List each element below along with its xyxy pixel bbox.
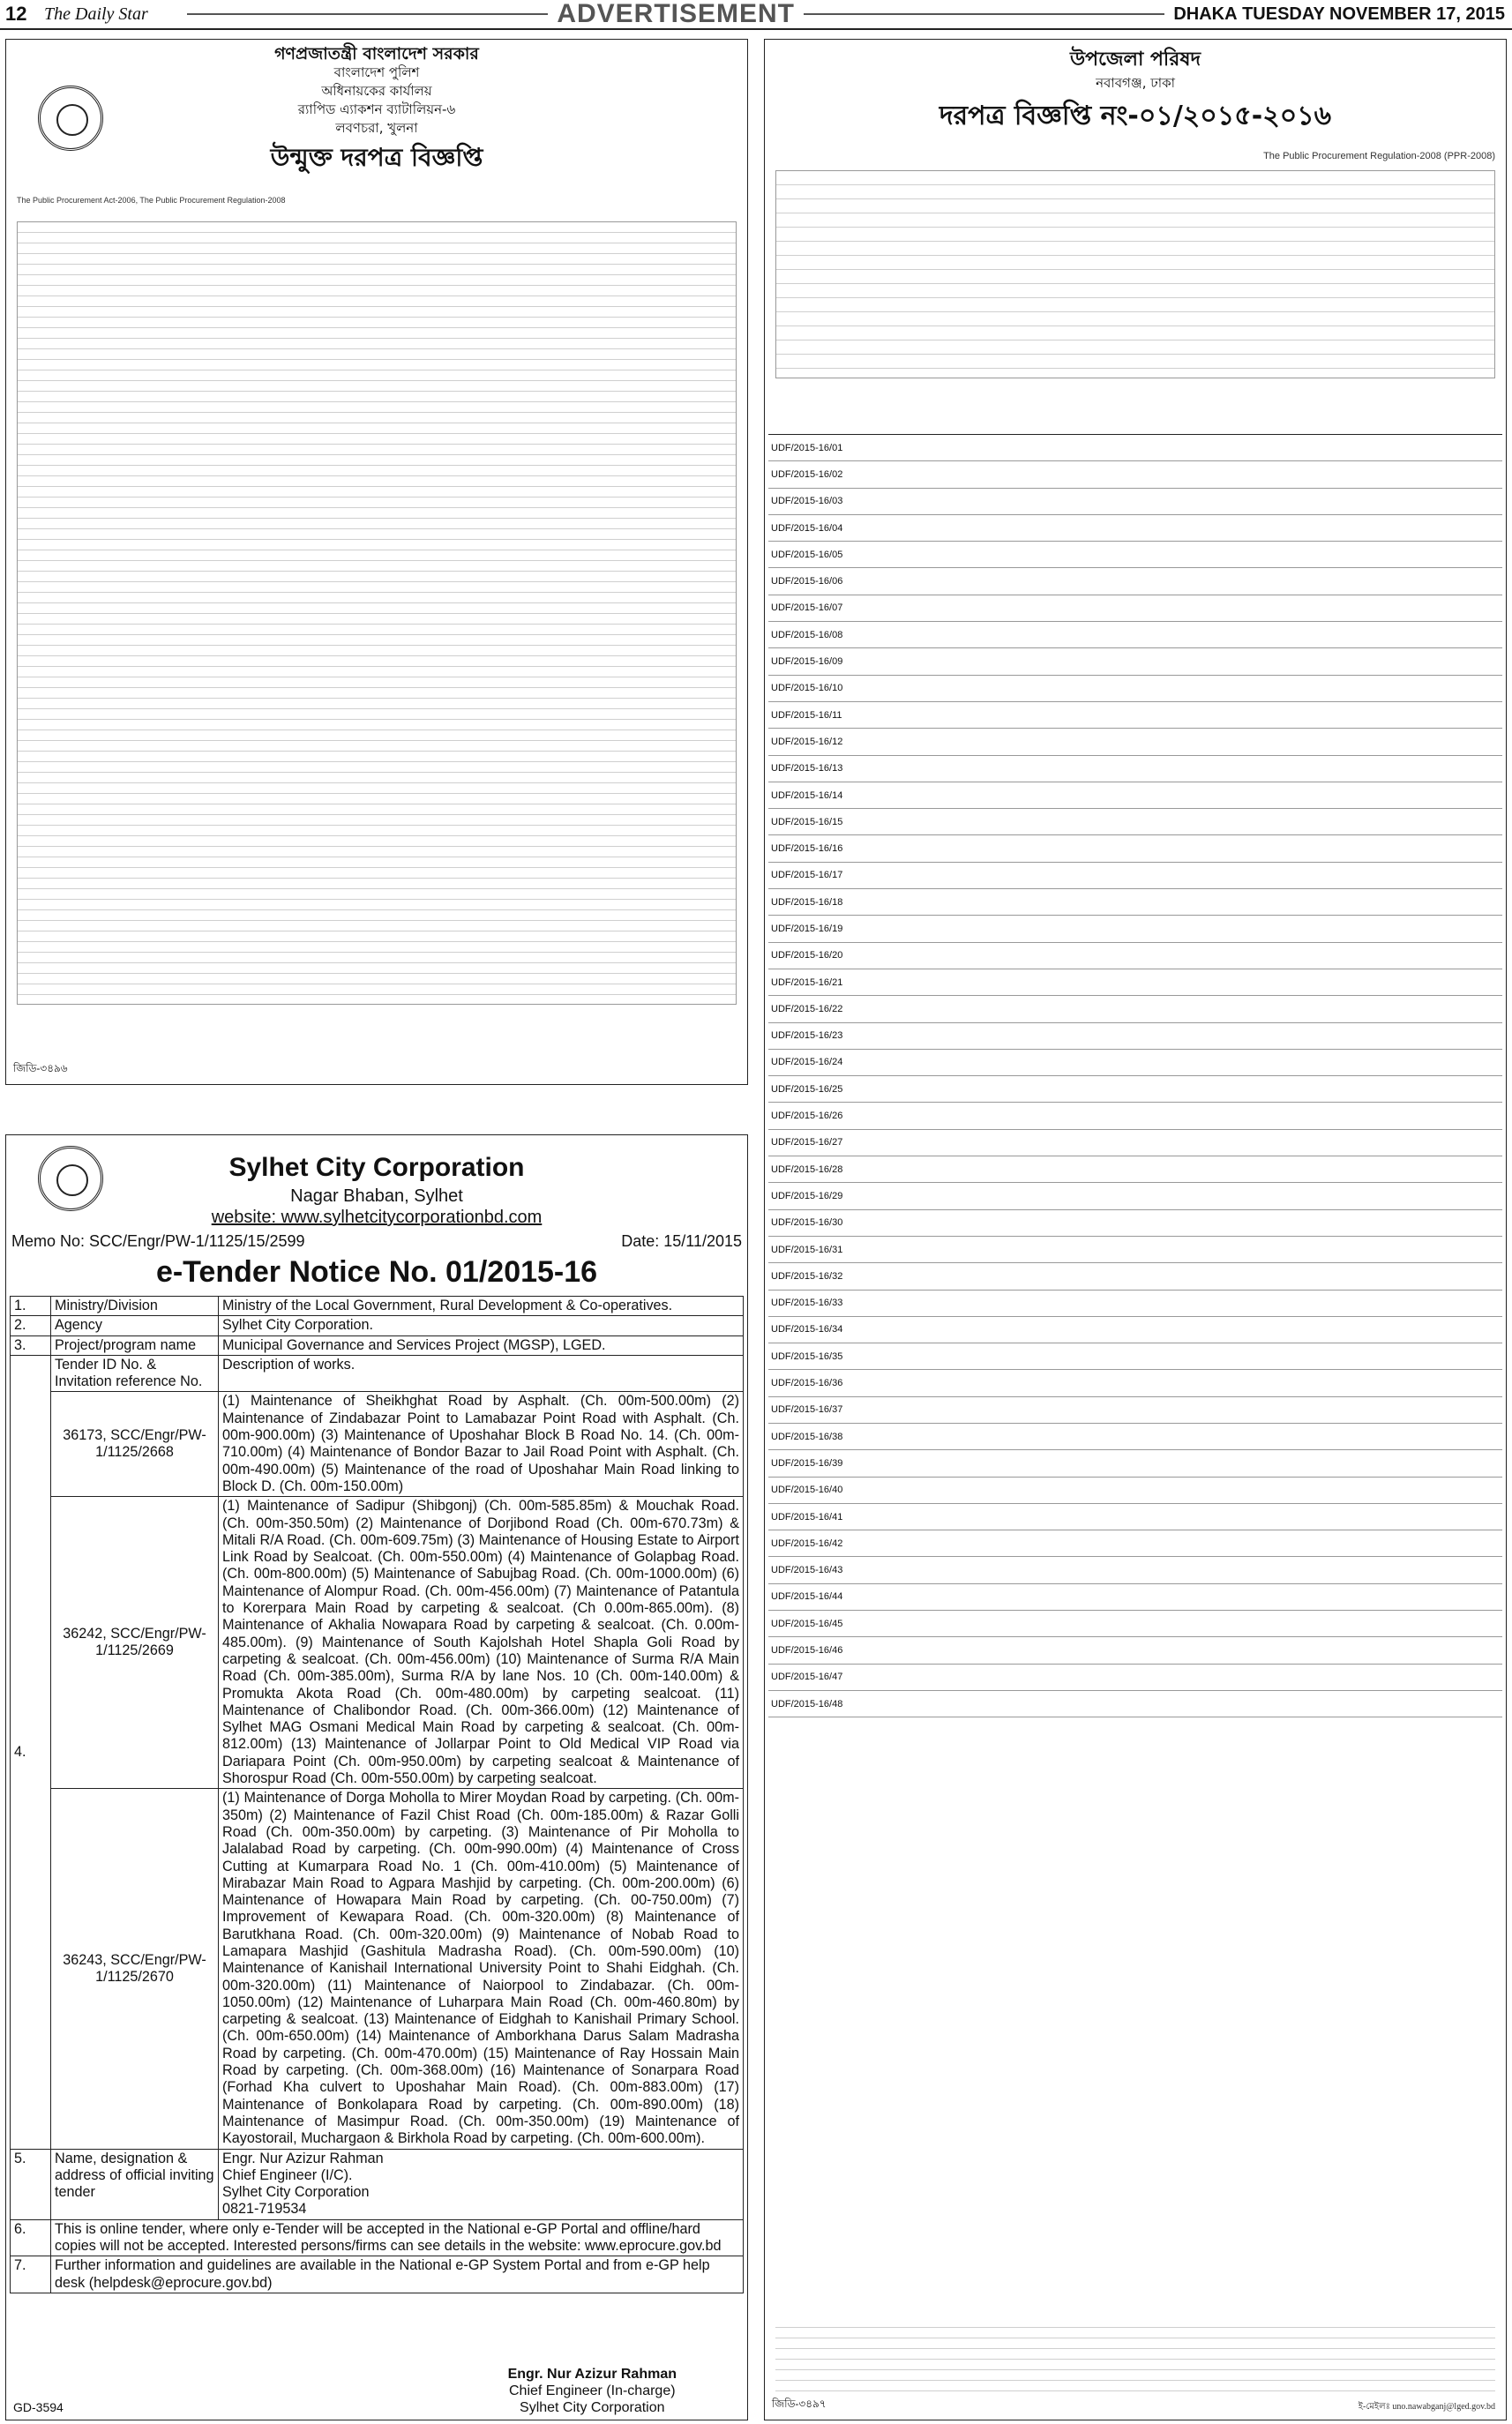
table-row [768,889,1502,916]
newspaper-name: The Daily Star [44,4,148,24]
package-id: UDF/2015-16/45 [771,1618,843,1629]
sylhet-tender-table [10,1296,744,2293]
table-row [11,1335,744,1355]
package-id: UDF/2015-16/21 [771,976,843,988]
table-cell: Name, designation & address of official inviting tender [51,2149,219,2219]
table-row [768,1424,1502,1450]
package-id: UDF/2015-16/16 [771,843,843,855]
package-id: UDF/2015-16/37 [771,1404,843,1416]
table-row [768,1023,1502,1050]
package-id: UDF/2015-16/26 [771,1111,843,1122]
tender-id: 36243, SCC/Engr/PW-1/1125/2670 [51,1789,219,2149]
table-cell: 3. [11,1335,51,1355]
page-number: 12 [5,3,27,25]
package-id: UDF/2015-16/27 [771,1137,843,1148]
table-row [768,1557,1502,1583]
upazila-title-1: উপজেলা পরিষদ [1069,49,1201,71]
table-row [11,1355,744,1392]
sylhet-memo-date: Date: 15/11/2015 [621,1232,742,1250]
upazila-package-table [768,396,1502,1717]
upazila-title-2: নবাবগঞ্জ, ঢাকা [1096,75,1175,91]
sylhet-title: Sylhet City Corporation [228,1153,525,1182]
table-row [11,1789,744,2149]
sylhet-website: website: www.sylhetcitycorporationbd.com [211,1208,543,1227]
table-row [768,996,1502,1022]
table-row [768,1130,1502,1156]
dateline-city: DHAKA [1173,4,1238,24]
table-row [768,1076,1502,1103]
table-row [11,2256,744,2293]
table-row [768,1263,1502,1290]
table-cell: Ministry/Division [51,1297,219,1316]
table-row [768,729,1502,755]
upazila-package-header [768,396,1502,435]
upazila-heading-block [765,49,1506,133]
table-cell: 6. [11,2219,51,2256]
package-id: UDF/2015-16/09 [771,656,843,668]
table-row [768,1665,1502,1691]
package-id: UDF/2015-16/14 [771,789,843,801]
package-id: UDF/2015-16/23 [771,1030,843,1042]
package-id: UDF/2015-16/24 [771,1057,843,1068]
package-id: UDF/2015-16/42 [771,1537,843,1549]
sylhet-sign-name: Engr. Nur Azizur Rahman [507,2367,677,2382]
package-id: UDF/2015-16/43 [771,1565,843,1576]
package-id: UDF/2015-16/29 [771,1190,843,1201]
table-cell: 2. [11,1316,51,1335]
table-row [768,461,1502,488]
table-row [768,1103,1502,1129]
package-id: UDF/2015-16/41 [771,1511,843,1522]
dateline [1173,4,1512,25]
package-id: UDF/2015-16/30 [771,1217,843,1229]
package-id: UDF/2015-16/01 [771,442,843,453]
sylhet-memo-number: Memo No: SCC/Engr/PW-1/1125/15/2599 [11,1232,305,1250]
upazila-footer-email: ই-মেইলঃ uno.nawabganj@lged.gov.bd [1358,2402,1495,2412]
rab-title-2: বাংলাদেশ পুলিশ [333,64,420,80]
rule-line-left [187,13,548,15]
section-label: ADVERTISEMENT [557,0,795,28]
package-id: UDF/2015-16/04 [771,522,843,534]
table-row [11,1297,744,1316]
table-row [11,1497,744,1789]
tender-id: 36242, SCC/Engr/PW-1/1125/2669 [51,1497,219,1789]
table-row [768,969,1502,996]
table-row [768,943,1502,969]
package-id: UDF/2015-16/39 [771,1457,843,1469]
package-id: UDF/2015-16/20 [771,950,843,961]
sylhet-tender-advert [5,1134,748,2420]
sylhet-sign-org: Sylhet City Corporation [520,2400,665,2415]
tender-id-header: Tender ID No. & Invitation reference No. [51,1355,219,1392]
table-cell: Further information and guidelines are available in the National e-GP System Portal and from e-GP help desk (helpdesk@eprocure.gov.bd) [51,2256,744,2293]
tender-description: (1) Maintenance of Sadipur (Shibgonj) (Ch. 00m-585.85m) & Mouchak Road. (Ch. 00m-350.50m) (2) Maintenance of Dorjibond Road (Ch. 00m-670.73m) & Mitali R/A Road. (Ch. 00m-609.75m) (3) Maintenance of Housing Estate to Airport Link Road by Sealcoat. (Ch. 00m-550.00m) (4) Maintenance of Golapbag Road. (Ch. 00m-800.00m) (5) Maintenance of Sabujbag Road. (Ch. 00m-1000.00m) (6) Maintenance of Alompur Road. (Ch. 00m-456.00m) (7) Maintenance of Patantula to Korerpara Main Road by carpeting & sealcoat. (Ch 0.00m-865.00m). (8) Maintenance of Akhalia Nowapara Road by carpeting & sealcoat. (Ch. 0.00m-485.00m). (9) Maintenance of South Kajolshah Hotel Shapla Goli Road by carpeting & sealcoat. (Ch. 00m-456.00m) (10) Maintenance of Surma R/A Main Road (Ch. 00m-385.00m), Surma R/A by lane Nos. 10 (Ch. 00m-140.00m) & Promukta Akota Road (Ch. 00m-480.00m) by carpeting sealcoat. (11) Maintenance of Chalibondor Road. (Ch. 00m-366.00m) (12) Maintenance of Sylhet MAG Osmani Medical Main Road by carpeting & sealcoat. (Ch. 00m-812.00m) (13) Maintenance of Jollarpar Point to Old Medical VIP Road via Dariapara Point (Ch. 00m-950.00m) by carpeting sealcoat & Maintenance of Shorospur Road (Ch. 00m-550.00m) by carpeting sealcoat. [219,1497,744,1789]
tender-id: 36173, SCC/Engr/PW-1/1125/2668 [51,1392,219,1497]
table-row [768,622,1502,648]
package-id: UDF/2015-16/32 [771,1270,843,1282]
table-row [768,515,1502,542]
upazila-info-table [775,170,1495,378]
tender-description: (1) Maintenance of Dorga Moholla to Mirer Moydan Road by carpeting. (Ch. 00m-350m) (2) Maintenance of Fazil Chist Road (Ch. 00m-185.00m) & Razar Golli Road (Ch. 00m-350.00m) by carpeting. (3) Maintenance of Pir Moholla to Jalalabad Road by carpeting. (Ch. 00m-990.00m) (4) Maintenance of Cross Cutting at Kumarpara Road No. 1 (Ch. 00m-410.00m) (5) Maintenance of Mirabazar Main Road to Agpara Mashjid by carpeting. (Ch. 00m-200.00m) (6) Maintenance of Howapara Main Road by carpeting. (Ch. 00-750.00m) (7) Improvement of Kewapara Road. (Ch. 00m-320.00m) (8) Maintenance of Barutkhana Road. (Ch. 00m-320.00m) (9) Maintenance of Nobab Road to Lamapara Mashjid (Gashitula Madrasha Road). (Ch. 00m-590.00m) (10) Maintenance of Kanishail International University Point to Shahi Eidghah. (Ch. 00m-320.00m) (11) Maintenance of Naiorpool to Zindabazar. (Ch. 00m-1050.00m) (12) Maintenance of Luharpara Main Road (Ch. 00m-460.80m) by carpeting & sealcoat. (13) Maintenance of Eidghah to Kanishail Primary School. (Ch. 00m-650.00m) (14) Maintenance of Amborkhana Darus Salam Madrasha Road by carpeting. (Ch. 00m-470.00m) (15) Maintenance of Ray Hossain Main Road by carpeting. (Ch. 00m-368.00m) (16) Maintenance of Sonarpara Road (Forhad Kha culvert to Uposhahar Main Road). (Ch. 00m-883.00m) (17) Maintenance of Bonkolapara Road by carpeting. (Ch. 00m-890.00m) (18) Maintenance of Masimpur Road. (Ch. 00m-350.00m) (19) Maintenance of Kayostorail, Muchargaon & Birkhola Road by carpeting. (Ch. 00m-600.00m). [219,1789,744,2149]
sylhet-sign-title: Chief Engineer (In-charge) [509,2383,676,2398]
package-id: UDF/2015-16/44 [771,1591,843,1603]
table-row [768,1450,1502,1477]
table-row [768,1210,1502,1237]
table-cell: 7. [11,2256,51,2293]
rab-notice-table [17,221,737,1005]
upazila-regulation: The Public Procurement Regulation-2008 (PPR-2008) [1263,151,1495,161]
package-id: UDF/2015-16/35 [771,1350,843,1362]
rab-tender-advert [5,39,748,1085]
rab-heading-block [6,45,747,173]
table-row [11,1316,744,1335]
table-row [768,1397,1502,1424]
table-row [768,835,1502,862]
table-row [768,702,1502,729]
table-cell: Engr. Nur Azizur Rahman Chief Engineer (I/C). Sylhet City Corporation 0821-719534 [219,2149,744,2219]
package-id: UDF/2015-16/07 [771,602,843,614]
table-row [768,1183,1502,1209]
table-row [768,1691,1502,1717]
table-cell: 1. [11,1297,51,1316]
upazila-ad-code: জিডি-৩৪৯৭ [772,2398,827,2410]
table-row [11,1392,744,1497]
package-id: UDF/2015-16/12 [771,736,843,747]
package-id: UDF/2015-16/33 [771,1298,843,1309]
sylhet-memo-line [11,1232,742,1251]
table-row [768,1343,1502,1370]
rab-notice-title: উন্মুক্ত দরপত্র বিজ্ঞপ্তি [270,143,483,172]
table-row [11,2219,744,2256]
table-cell: Agency [51,1316,219,1335]
package-id: UDF/2015-16/36 [771,1378,843,1389]
table-row [768,1637,1502,1664]
table-row [768,542,1502,568]
rab-act-reference: The Public Procurement Act-2006, The Public Procurement Regulation-2008 [17,196,286,205]
package-id: UDF/2015-16/02 [771,468,843,480]
table-cell: Project/program name [51,1335,219,1355]
table-row [768,1478,1502,1504]
package-id: UDF/2015-16/06 [771,576,843,587]
table-row [768,1156,1502,1183]
package-id: UDF/2015-16/40 [771,1485,843,1496]
table-row [768,1317,1502,1343]
table-row [768,676,1502,702]
table-row [768,1237,1502,1263]
table-row [768,489,1502,515]
tender-row-number: 4. [11,1355,51,2149]
package-id: UDF/2015-16/48 [771,1698,843,1710]
tender-description: (1) Maintenance of Sheikhghat Road by Asphalt. (Ch. 00m-500.00m) (2) Maintenance of Zindabazar Point to Lamabazar Point Road with Asphalt. (Ch. 00m-900.00m) (3) Maintenance of Uposhahar Block B Road No. 14. (Ch. 00m-710.00m) (4) Maintenance of Bondor Bazar to Jail Road Point with Asphalt. (Ch. 00m-490.00m) (5) Maintenance of the road of Uposhahar Main Road linking to Block D. (Ch. 00m-150.00m) [219,1392,744,1497]
package-id: UDF/2015-16/47 [771,1672,843,1683]
package-id: UDF/2015-16/25 [771,1083,843,1095]
sylhet-signature-block [508,2366,677,2416]
rab-intro [17,195,737,206]
rab-title-1: গণপ্রজাতন্ত্রী বাংলাদেশ সরকার [274,44,479,64]
table-cell: 5. [11,2149,51,2219]
table-row [768,1504,1502,1530]
table-row [768,782,1502,809]
table-row [768,1584,1502,1611]
package-id: UDF/2015-16/38 [771,1431,843,1442]
rule-line-right [804,13,1164,15]
table-row [768,568,1502,595]
rab-title-5: লবণচরা, খুলনা [335,120,418,136]
table-row [768,1050,1502,1076]
upazila-terms [775,2317,1495,2397]
table-row [768,863,1502,889]
table-cell: Sylhet City Corporation. [219,1316,744,1335]
table-row [768,1530,1502,1557]
table-row [768,435,1502,461]
table-cell: This is online tender, where only e-Tender will be accepted in the National e-GP Portal and offline/hard copies will not be accepted. Interested persons/firms can see details in the website: www.eprocure.gov.bd [51,2219,744,2256]
page-header-strip [0,0,1512,30]
sylhet-subtitle: Nagar Bhaban, Sylhet [290,1186,463,1206]
package-id: UDF/2015-16/17 [771,870,843,881]
package-id: UDF/2015-16/18 [771,896,843,908]
upazila-package-rows [768,435,1502,1717]
rab-title-4: র‍্যাপিড এ্যাকশন ব্যাটালিয়ন-৬ [297,101,456,117]
package-id: UDF/2015-16/46 [771,1645,843,1656]
table-row [768,1291,1502,1317]
package-id: UDF/2015-16/13 [771,763,843,774]
package-id: UDF/2015-16/10 [771,683,843,694]
package-id: UDF/2015-16/34 [771,1324,843,1335]
sylhet-notice-title: e-Tender Notice No. 01/2015-16 [155,1255,598,1289]
tender-desc-header: Description of works. [219,1355,744,1392]
table-row [768,648,1502,675]
table-row [768,1370,1502,1396]
table-cell: Ministry of the Local Government, Rural Development & Co-operatives. [219,1297,744,1316]
package-id: UDF/2015-16/31 [771,1244,843,1255]
table-row [768,1611,1502,1637]
package-id: UDF/2015-16/11 [771,709,842,721]
dateline-date: TUESDAY NOVEMBER 17, 2015 [1242,4,1505,24]
package-id: UDF/2015-16/03 [771,496,843,507]
table-row [768,595,1502,622]
table-cell: Municipal Governance and Services Project (MGSP), LGED. [219,1335,744,1355]
rab-title-3: অধিনায়কের কার্যালয় [321,83,432,99]
package-id: UDF/2015-16/22 [771,1003,843,1014]
rab-ad-code: জিডি-৩৪৯৬ [13,1062,68,1074]
package-id: UDF/2015-16/28 [771,1163,843,1175]
table-row [11,2149,744,2219]
table-row [768,756,1502,782]
package-id: UDF/2015-16/05 [771,549,843,560]
upazila-tender-advert [764,39,1507,2420]
package-id: UDF/2015-16/08 [771,629,843,640]
table-row [768,916,1502,942]
sylhet-ad-code: GD-3594 [13,2400,64,2414]
table-row [768,809,1502,835]
upazila-notice-title: দরপত্র বিজ্ঞপ্তি নং-০১/২০১৫-২০১৬ [939,101,1332,131]
package-id: UDF/2015-16/19 [771,923,843,934]
package-id: UDF/2015-16/15 [771,816,843,827]
